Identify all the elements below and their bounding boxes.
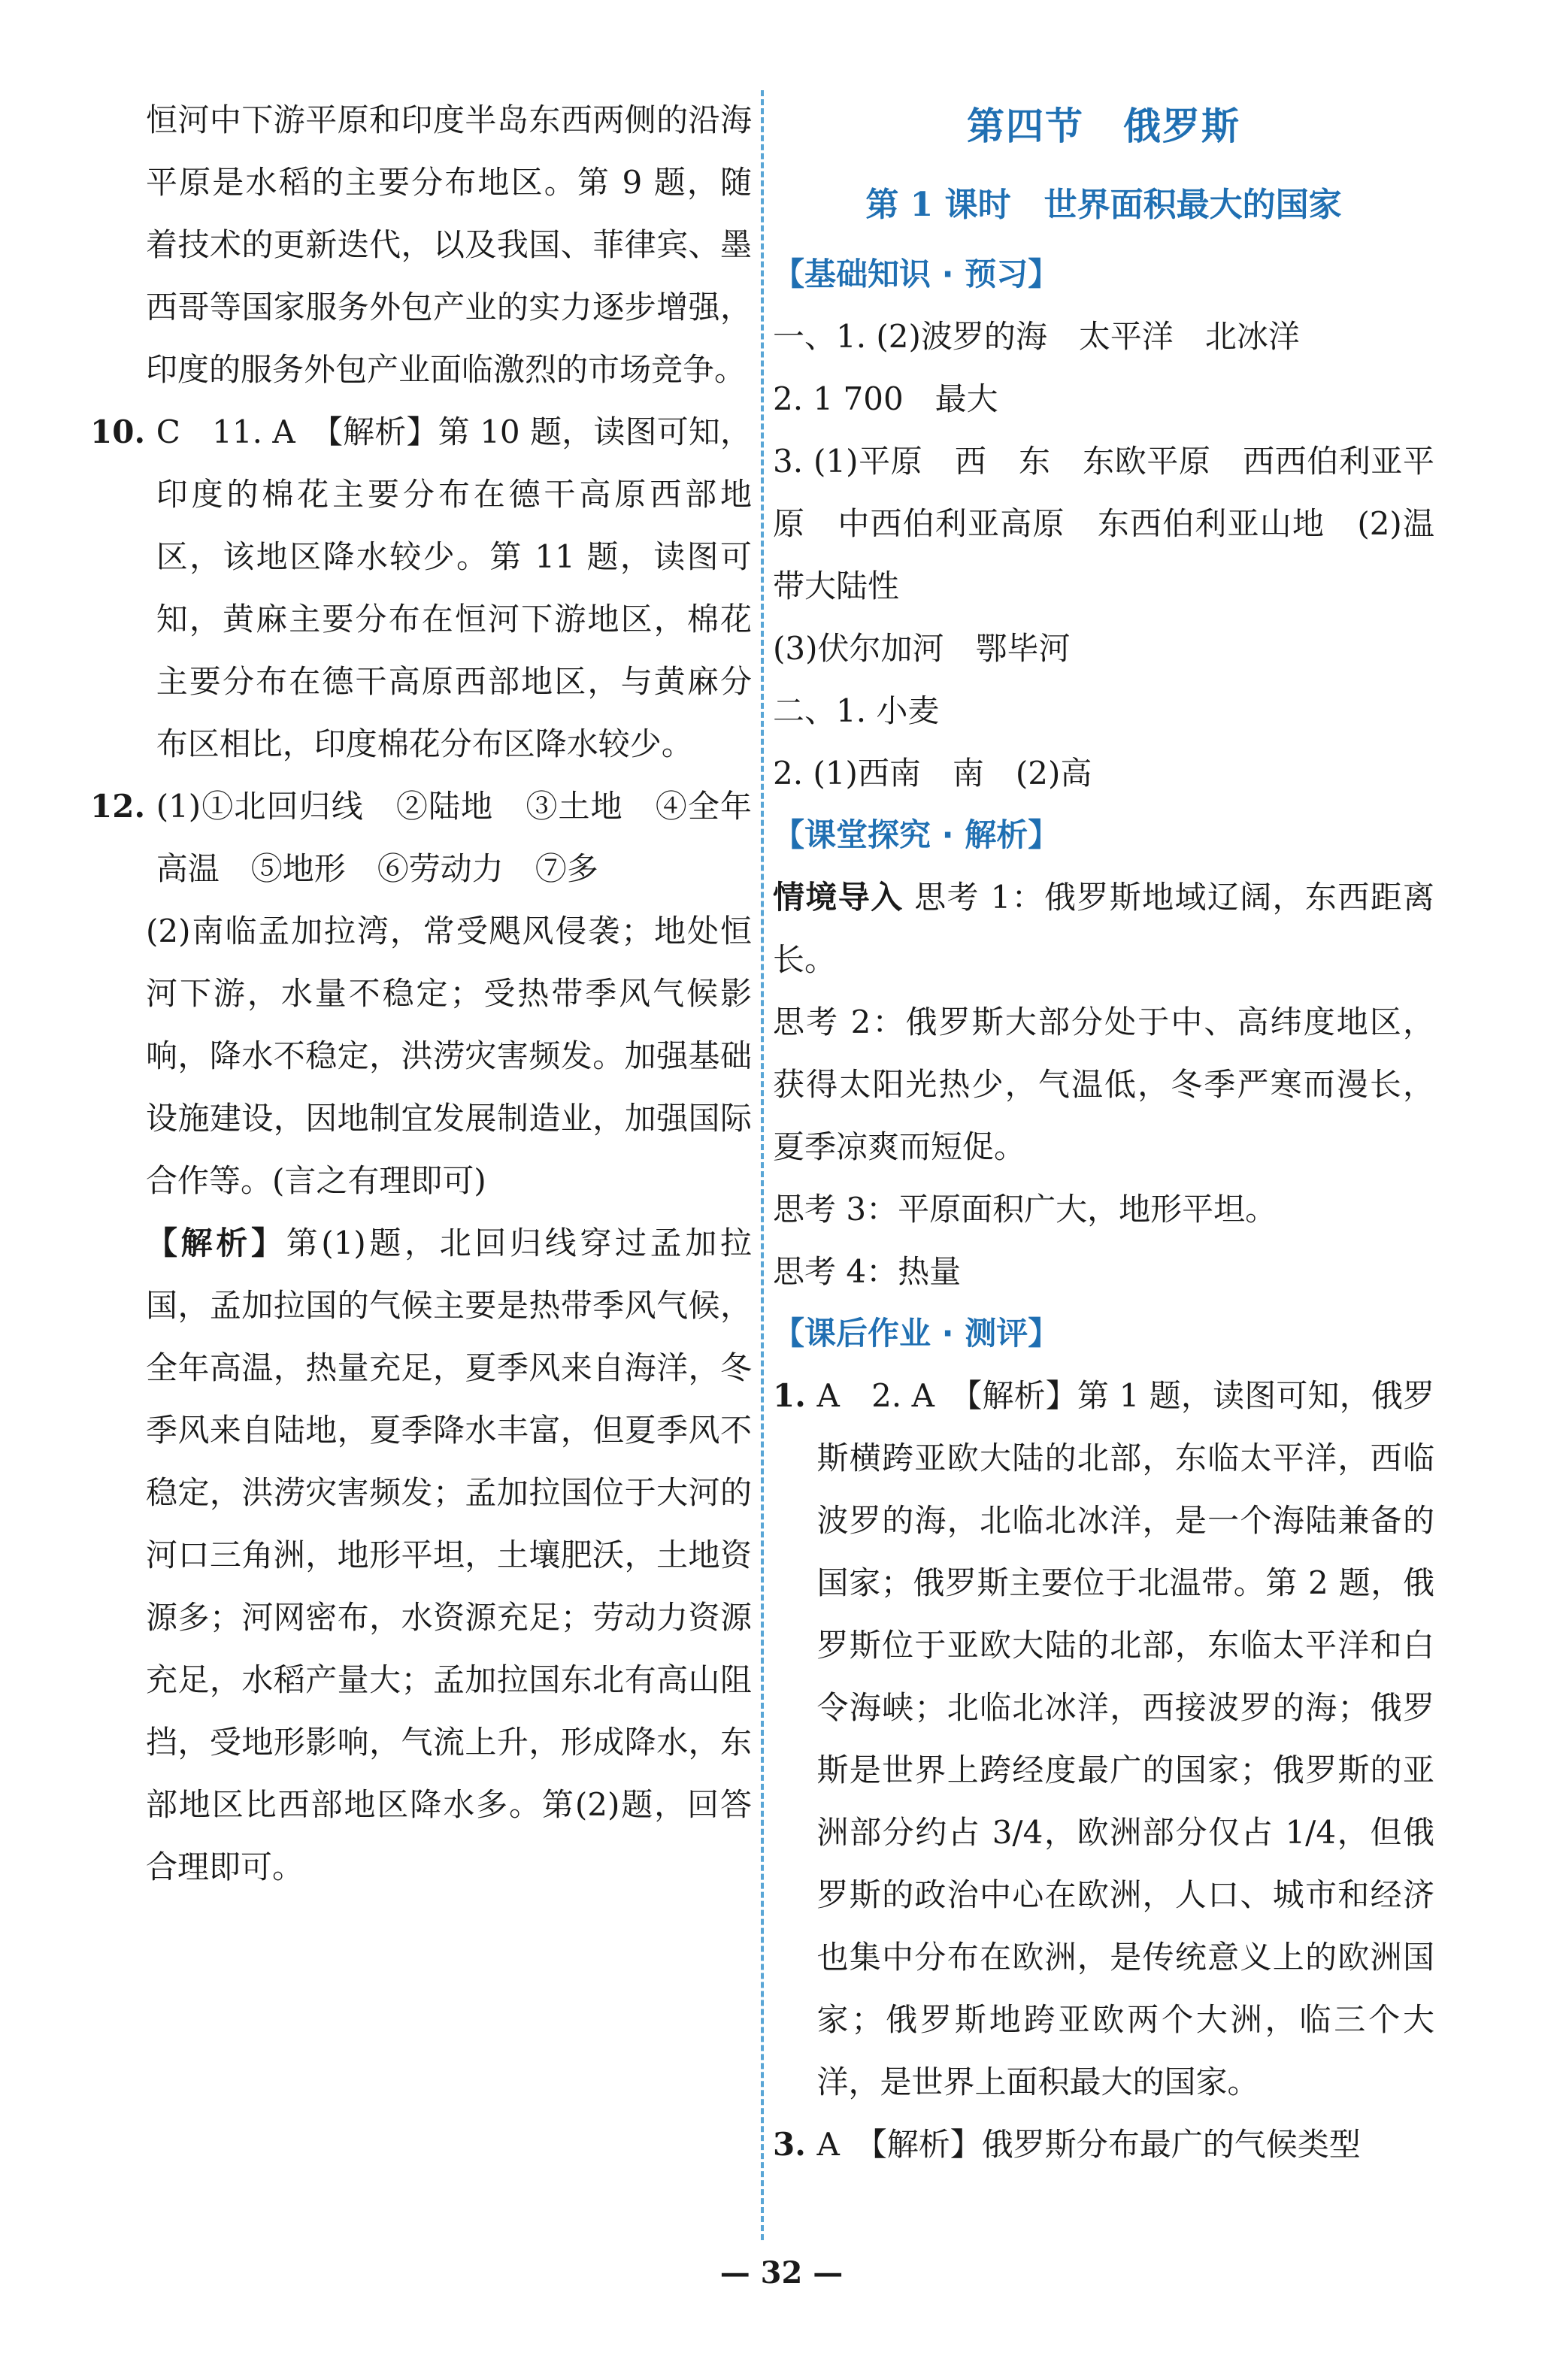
answer-3: [773, 2113, 1434, 2176]
think-1-text: 思考 1：俄罗斯地域辽阔，东西距离长。: [773, 879, 1434, 978]
question-number: 10.: [90, 413, 156, 450]
scenario-lead: 情境导入: [773, 879, 904, 916]
basic-line-6: 2. (1)西南 南 (2)高: [773, 755, 1092, 792]
column-divider: [761, 90, 764, 2240]
page-number: — 32 —: [719, 2255, 844, 2291]
analysis-tag: 【解析】: [146, 1225, 286, 1261]
left-column: [90, 89, 752, 1898]
right-column: [773, 89, 1434, 2176]
think-3: 思考 3：平原面积广大，地形平坦。: [773, 1191, 1277, 1228]
answer-1-2: [773, 1364, 1434, 2113]
question-number: 3.: [773, 2126, 817, 2163]
question-number: 12.: [90, 788, 156, 825]
band-basic-knowledge: 【基础知识 · 预习】: [773, 256, 1060, 292]
answer-text: A 【解析】俄罗斯分布最广的气候类型: [816, 2126, 1361, 2163]
lesson-title: 第 1 课时 世界面积最大的国家: [865, 186, 1342, 224]
answer-text: C 11. A 【解析】第 10 题，读图可知，印度的棉花主要分布在德干高原西部地区，该地区降水较少。第 11 题，读图可知，黄麻主要分布在恒河下游地区，棉花主要分布在德干高原西部地区，与黄麻分布区相比，印度棉花分布区降水较少。: [156, 413, 752, 762]
basic-line-2: 2. 1 700 最大: [773, 380, 998, 417]
think-2: 思考 2：俄罗斯大部分处于中、高纬度地区，获得太阳光热少，气温低，冬季严寒而漫长，夏季凉爽而短促。: [773, 1004, 1434, 1165]
continued-paragraph: 恒河中下游平原和印度半岛东西两侧的沿海平原是水稻的主要分布地区。第 9 题，随着技术的更新迭代，以及我国、菲律宾、墨西哥等国家服务外包产业的实力逐步增强，印度的服务外包产业面临激烈的市场竞争。: [146, 101, 752, 388]
band-classroom-explore: 【课堂探究 · 解析】: [773, 816, 1060, 853]
section-title: 第四节 俄罗斯: [967, 104, 1240, 148]
band-homework: 【课后作业 · 测评】: [773, 1315, 1060, 1352]
answer-part-1: (1)①北回归线 ②陆地 ③土地 ④全年高温 ⑤地形 ⑥劳动力 ⑦多: [156, 788, 752, 887]
think-4: 思考 4：热量: [773, 1253, 962, 1290]
answer-12-part-2: (2)南临孟加拉湾，常受飓风侵袭；地处恒河下游，水量不稳定；受热带季风气候影响，降水不稳定，洪涝灾害频发。加强基础设施建设，因地制宜发展制造业，加强国际合作等。(言之有理即可): [146, 913, 752, 1199]
basic-line-5: 二、1. 小麦: [773, 692, 940, 729]
answer-12-analysis: [90, 1212, 752, 1898]
basic-line-3: 3. (1)平原 西 东 东欧平原 西西伯利亚平原 中西伯利亚高原 东西伯利亚山地 (2)温带大陆性: [773, 443, 1434, 604]
analysis-text: 第(1)题，北回归线穿过孟加拉国，孟加拉国的气候主要是热带季风气候，全年高温，热量充足，夏季风来自海洋，冬季风来自陆地，夏季降水丰富，但夏季风不稳定，洪涝灾害频发；孟加拉国位于大河的河口三角洲，地形平坦，土壤肥沃，土地资源多；河网密布，水资源充足；劳动力资源充足，水稻产量大；孟加拉国东北有高山阻挡，受地形影响，气流上升，形成降水，东部地区比西部地区降水多。第(2)题，回答合理即可。: [146, 1225, 752, 1885]
answer-text: A 2. A 【解析】第 1 题，读图可知，俄罗斯横跨亚欧大陆的北部，东临太平洋，西临波罗的海，北临北冰洋，是一个海陆兼备的国家；俄罗斯主要位于北温带。第 2 题，俄罗斯位于亚欧大陆的北部，东临太平洋和白令海峡；北临北冰洋，西接波罗的海；俄罗斯是世界上跨经度最广的国家；俄罗斯的亚洲部分约占 3/4，欧洲部分仅占 1/4，但俄罗斯的政治中心在欧洲，人口、城市和经济也集中分布在欧洲，是传统意义上的欧洲国家；俄罗斯地跨亚欧两个大洲，临三个大洋，是世界上面积最大的国家。: [816, 1377, 1434, 2100]
question-number: 1.: [773, 1377, 817, 1414]
basic-line-1: 一、1. (2)波罗的海 太平洋 北冰洋: [773, 318, 1300, 355]
answer-10-11: [90, 401, 752, 775]
think-1: [773, 866, 1434, 991]
answer-12: [90, 775, 752, 900]
basic-line-4: (3)伏尔加河 鄂毕河: [773, 630, 1071, 667]
